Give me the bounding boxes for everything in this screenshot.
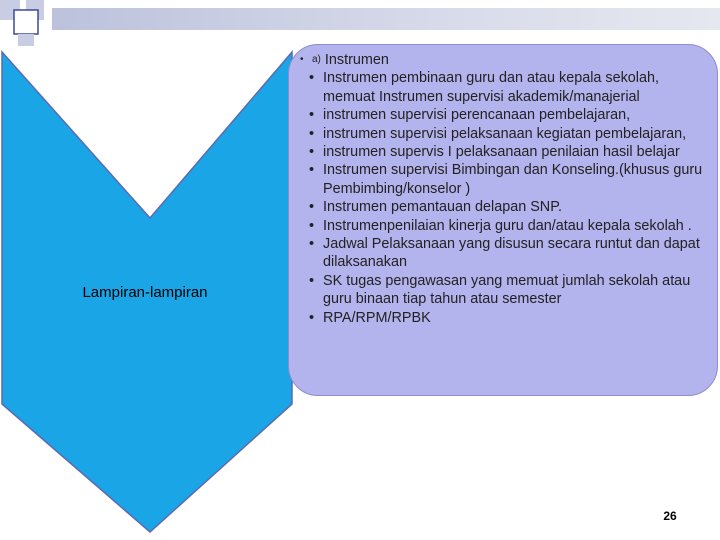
page-number: 26 bbox=[663, 509, 677, 523]
instrument-list bbox=[300, 69, 705, 327]
list-item: • Instrumen supervisi Bimbingan dan Konseling.(khusus guru Pembimbing/konselor ) bbox=[300, 161, 705, 198]
bullet-icon: • bbox=[300, 54, 304, 65]
intro-text: Instrumen bbox=[324, 52, 389, 68]
list-item: • instrumen supervisi pelaksanaan kegiatan pembelajaran, bbox=[300, 125, 705, 143]
list-item: • SK tugas pengawasan yang memuat jumlah sekolah atau guru binaan tiap tahun atau semester bbox=[300, 272, 705, 309]
list-item: • Instrumen pembinaan guru dan atau kepala sekolah, memuat Instrumen supervisi akademik/manajerial bbox=[300, 69, 705, 106]
list-item: • instrumen supervis I pelaksanaan penilaian hasil belajar bbox=[300, 143, 705, 161]
list-item: • Instrumen pemantauan delapan SNP. bbox=[300, 198, 705, 216]
content-list-area bbox=[300, 51, 705, 327]
intro-prefix: a) bbox=[312, 54, 321, 65]
list-item: • RPA/RPM/RPBK bbox=[300, 309, 705, 327]
intro-line bbox=[300, 51, 705, 69]
list-item: • instrumen supervisi perencanaan pembelajaran, bbox=[300, 106, 705, 124]
list-item: • Instrumenpenilaian kinerja guru dan/atau kepala sekolah . bbox=[300, 217, 705, 235]
list-item: • Jadwal Pelaksanaan yang disusun secara runtut dan dapat dilaksanakan bbox=[300, 235, 705, 272]
left-label: Lampiran-lampiran bbox=[82, 284, 208, 301]
